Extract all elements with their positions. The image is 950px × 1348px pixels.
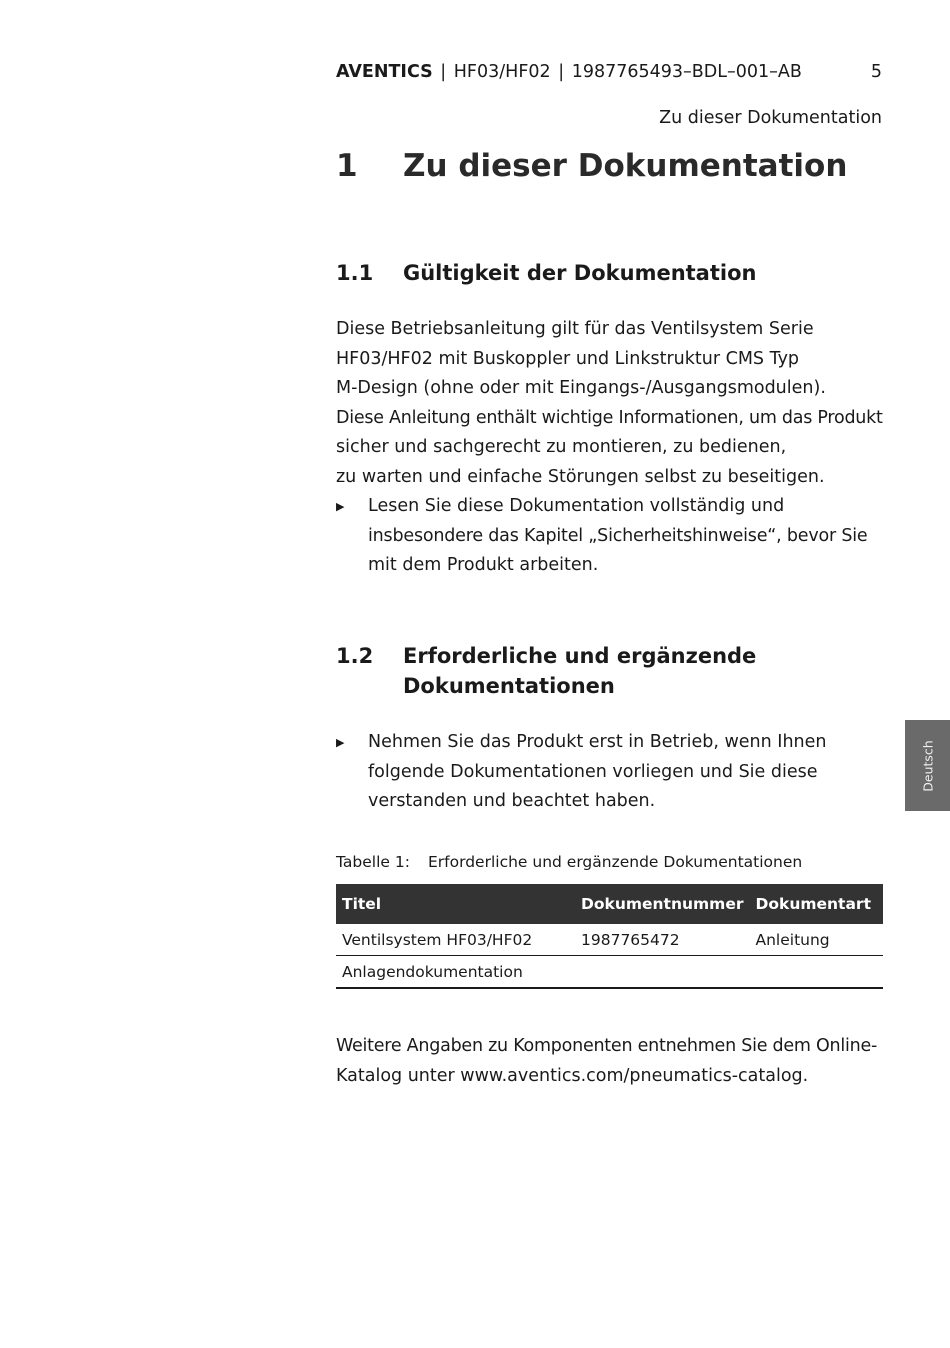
bullet-line: mit dem Produkt arbeiten. — [368, 555, 599, 575]
catalog-paragraph — [336, 1032, 884, 1091]
document-number: 1987765493–BDL–001–AB — [571, 62, 802, 82]
paragraph-line: HF03/HF02 mit Buskoppler und Linkstruktur CMS Typ — [336, 348, 800, 369]
paragraph-line: Katalog unter www.aventics.com/pneumatics-catalog. — [336, 1065, 809, 1086]
paragraph-line: Diese Betriebsanleitung gilt für das Ventilsystem Serie — [336, 319, 814, 339]
column-header-document-type: Dokumentart — [750, 884, 884, 924]
table-cell — [575, 956, 750, 989]
bullet-line: verstanden und beachtet haben. — [368, 791, 656, 811]
bullet-line: Lesen Sie diese Dokumentation vollständig und — [368, 496, 785, 516]
language-tab — [905, 720, 950, 811]
brand-name: AVENTICS — [336, 62, 433, 82]
table-row — [336, 956, 883, 989]
table-cell: 1987765472 — [575, 924, 750, 956]
section-1-1-heading — [336, 258, 882, 288]
chapter-heading — [336, 148, 847, 184]
section-title-line: Dokumentationen — [403, 674, 615, 698]
section-number: 1.1 — [336, 261, 374, 285]
commissioning-bullet — [336, 728, 884, 817]
section-title: Gültigkeit der Dokumentation — [403, 261, 757, 285]
product-code: HF03/HF02 — [453, 62, 551, 82]
chapter-title: Zu dieser Dokumentation — [403, 148, 848, 184]
table-cell: Ventilsystem HF03/HF02 — [336, 924, 575, 956]
validity-paragraph — [336, 315, 884, 492]
column-header-title: Titel — [336, 884, 575, 924]
paragraph-line: Diese Anleitung enthält wichtige Informationen, um das Produkt — [336, 407, 883, 428]
bullet-arrow-icon: ▶ — [336, 500, 345, 513]
table-caption-label: Tabelle 1: — [336, 853, 410, 871]
language-tab-label: Deutsch — [920, 739, 935, 792]
bullet-line: insbesondere das Kapitel „Sicherheitshinweise“, bevor Sie — [368, 525, 868, 546]
paragraph-line: Weitere Angaben zu Komponenten entnehmen Sie dem Online- — [336, 1036, 878, 1056]
chapter-number: 1 — [336, 148, 358, 184]
table-caption — [336, 853, 802, 871]
running-header: AVENTICS | HF03/HF02 | 1987765493–BDL–001–AB 5 — [336, 62, 882, 82]
section-title-line: Erforderliche und ergänzende — [403, 644, 757, 668]
table-caption-text: Erforderliche und ergänzende Dokumentationen — [428, 853, 803, 871]
table-header-row — [336, 884, 883, 924]
table-row — [336, 924, 883, 956]
running-section-title: Zu dieser Dokumentation — [659, 108, 882, 128]
page-number: 5 — [870, 62, 882, 82]
bullet-line: folgende Dokumentationen vorliegen und Sie diese — [368, 761, 818, 782]
column-header-document-number: Dokumentnummer — [575, 884, 750, 924]
section-1-2-heading — [336, 641, 882, 701]
table-cell: Anlagendokumentation — [336, 956, 575, 989]
table-cell: Anleitung — [750, 924, 884, 956]
paragraph-line: M-Design (ohne oder mit Eingangs-/Ausgangsmodulen). — [336, 378, 826, 398]
paragraph-line: zu warten und einfache Störungen selbst zu beseitigen. — [336, 466, 825, 487]
read-documentation-bullet — [336, 492, 884, 581]
paragraph-line: sicher und sachgerecht zu montieren, zu bedienen, — [336, 437, 787, 457]
bullet-line: Nehmen Sie das Produkt erst in Betrieb, wenn Ihnen — [368, 732, 827, 752]
section-number: 1.2 — [336, 644, 374, 668]
table-cell — [750, 956, 884, 989]
documentation-table — [336, 884, 883, 989]
bullet-arrow-icon: ▶ — [336, 736, 345, 749]
